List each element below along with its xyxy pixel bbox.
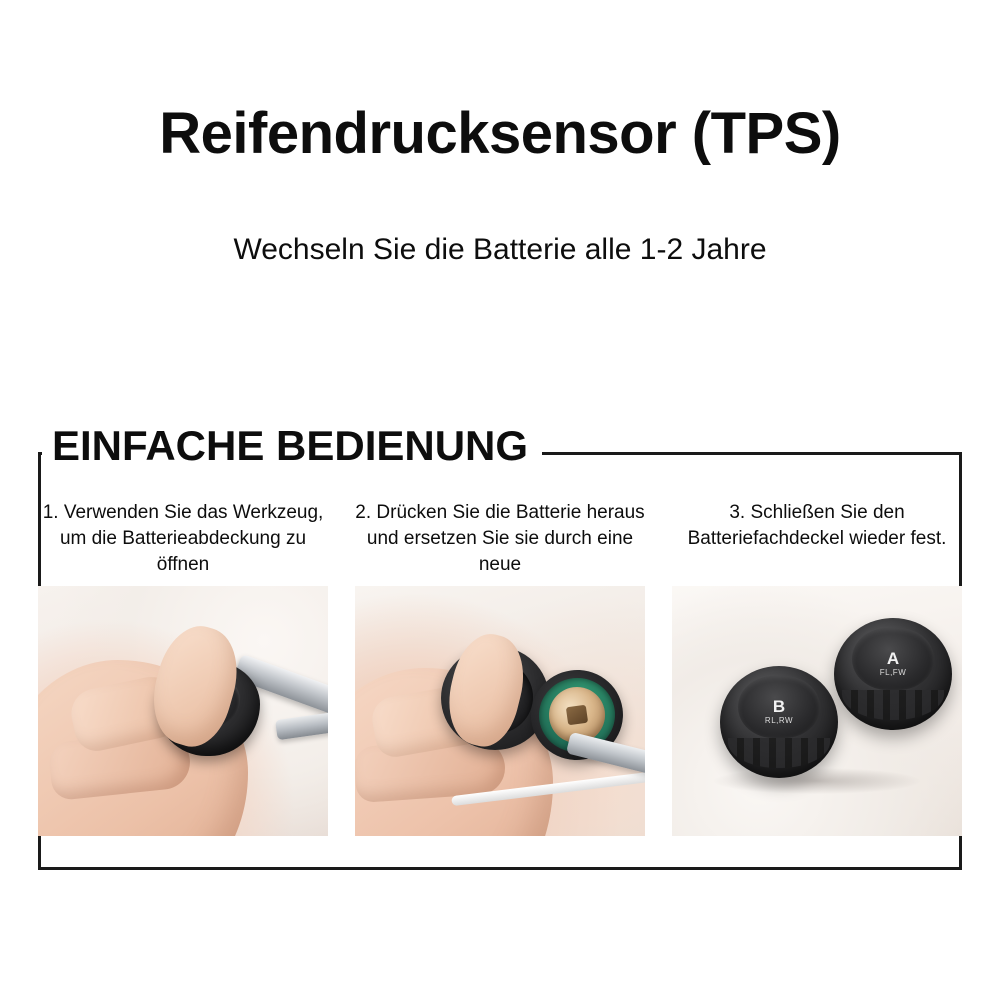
shadow-illustration	[714, 768, 920, 794]
sensor-ribs-illustration	[728, 738, 830, 768]
step-1	[38, 500, 328, 850]
sensor-label-position: RL,RW	[764, 715, 794, 725]
page-title: Reifendrucksensor (TPS)	[159, 101, 841, 166]
sensor-label-face	[852, 628, 934, 690]
step-3-caption: 3. Schließen Sie den Batteriefachdeckel wieder fest.	[687, 502, 947, 550]
step-2	[355, 500, 645, 850]
step-2-caption: 2. Drücken Sie die Batterie heraus und ersetzen Sie sie durch eine neue	[355, 502, 645, 576]
sensor-label-position: FL,FW	[879, 667, 907, 677]
tpms-sensor-a-illustration	[834, 618, 952, 730]
step-1-image	[38, 586, 328, 836]
step-2-image	[355, 586, 645, 836]
page-subtitle: Wechseln Sie die Batterie alle 1-2 Jahre	[233, 233, 767, 266]
metal-tool-tip-illustration	[275, 708, 328, 740]
sensor-ribs-illustration	[842, 690, 944, 720]
step-3	[672, 500, 962, 850]
battery-slot-illustration	[566, 705, 588, 726]
step-3-image	[672, 586, 962, 836]
sensor-label-letter: B	[772, 696, 786, 716]
sensor-label-face	[738, 676, 820, 738]
steps-row	[38, 500, 962, 850]
tpms-sensor-b-illustration	[720, 666, 838, 778]
step-1-caption: 1. Verwenden Sie das Werkzeug, um die Batterieabdeckung zu öffnen	[42, 502, 324, 576]
section-title: EINFACHE BEDIENUNG	[42, 422, 542, 470]
sensor-label-letter: A	[886, 648, 900, 668]
